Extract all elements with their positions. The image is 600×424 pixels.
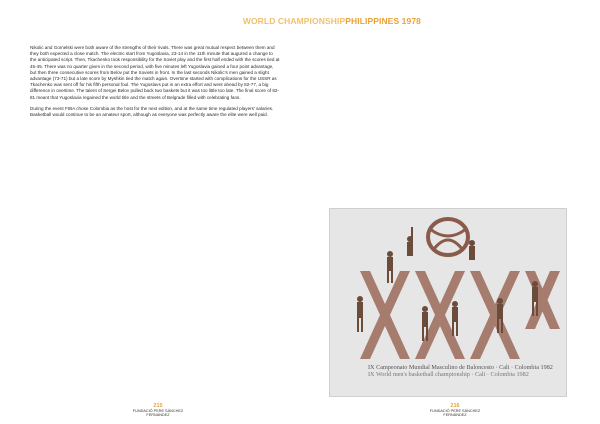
paragraph-1: Nikolic and Gomelski were both aware of the strengths of their rivals. There was great mutual respect between them and they both expected a close match. The electric start from Yugoslavia, 23-14 in the 11th minute that augured a change to the anticipated script. Then, Tkachenko took responsibility for the Soviet play and the first half ended with the scores tied at 45-45. There was no quarter given in the second period, with five minutes left Yugoslavia gained a four point advantage, but then three consecutive scores from Belov put the Soviets in front. In the last seconds Nikolic's men gained a slight advantage (73-71) but a late score by Myshkin tied the match again. Overtime started with complications for the USSR as Tkachenko was sent off for his fifth personal foul. The Yugoslavs put in an extra effort and went ahead by 82-77, a big difference in overtime. The talent of Sergei Belov pulled back two baskets but it was too little too late. The final score of 82-81 meant that Yugoslavia regained the world title and the streets of Belgrade filled with celebrating fans. — [30, 45, 280, 100]
caption-english: IX World men's basketball championship · Cali · Colombia 1982 — [368, 371, 529, 378]
basketball-icon — [428, 219, 468, 255]
page-folio-right — [425, 403, 485, 417]
paragraph-2: During the event FIBA chose Colombia as the host for the next edition, and at the same time regulated players' salaries. Basketball would continue to be an amateur sport, although as everyone was perfectly aware the elite were well paid. — [30, 105, 274, 118]
credit-left: FUNDACIÓ PERE SÁNCHEZ FERNÁNDEZ — [132, 409, 184, 417]
page-folio-left — [128, 403, 188, 417]
header-title-part1: WORLD CHAMPIONSHIP — [242, 16, 346, 26]
article-body — [30, 45, 280, 123]
caption-spanish: IX Campeonato Mundial Masculino de Baloncesto · Cali · Colombia 1982 — [368, 364, 553, 371]
poster-caption — [368, 364, 563, 378]
header-title-part2: PHILIPPINES 1978 — [345, 16, 421, 26]
x-stripes-graphic — [360, 271, 560, 359]
page-header — [0, 16, 421, 26]
page-number-left: 215 — [153, 403, 163, 409]
credit-right: FUNDACIÓ PERE SÁNCHEZ FERNÁNDEZ — [429, 409, 481, 417]
page-number-right: 216 — [450, 403, 460, 409]
